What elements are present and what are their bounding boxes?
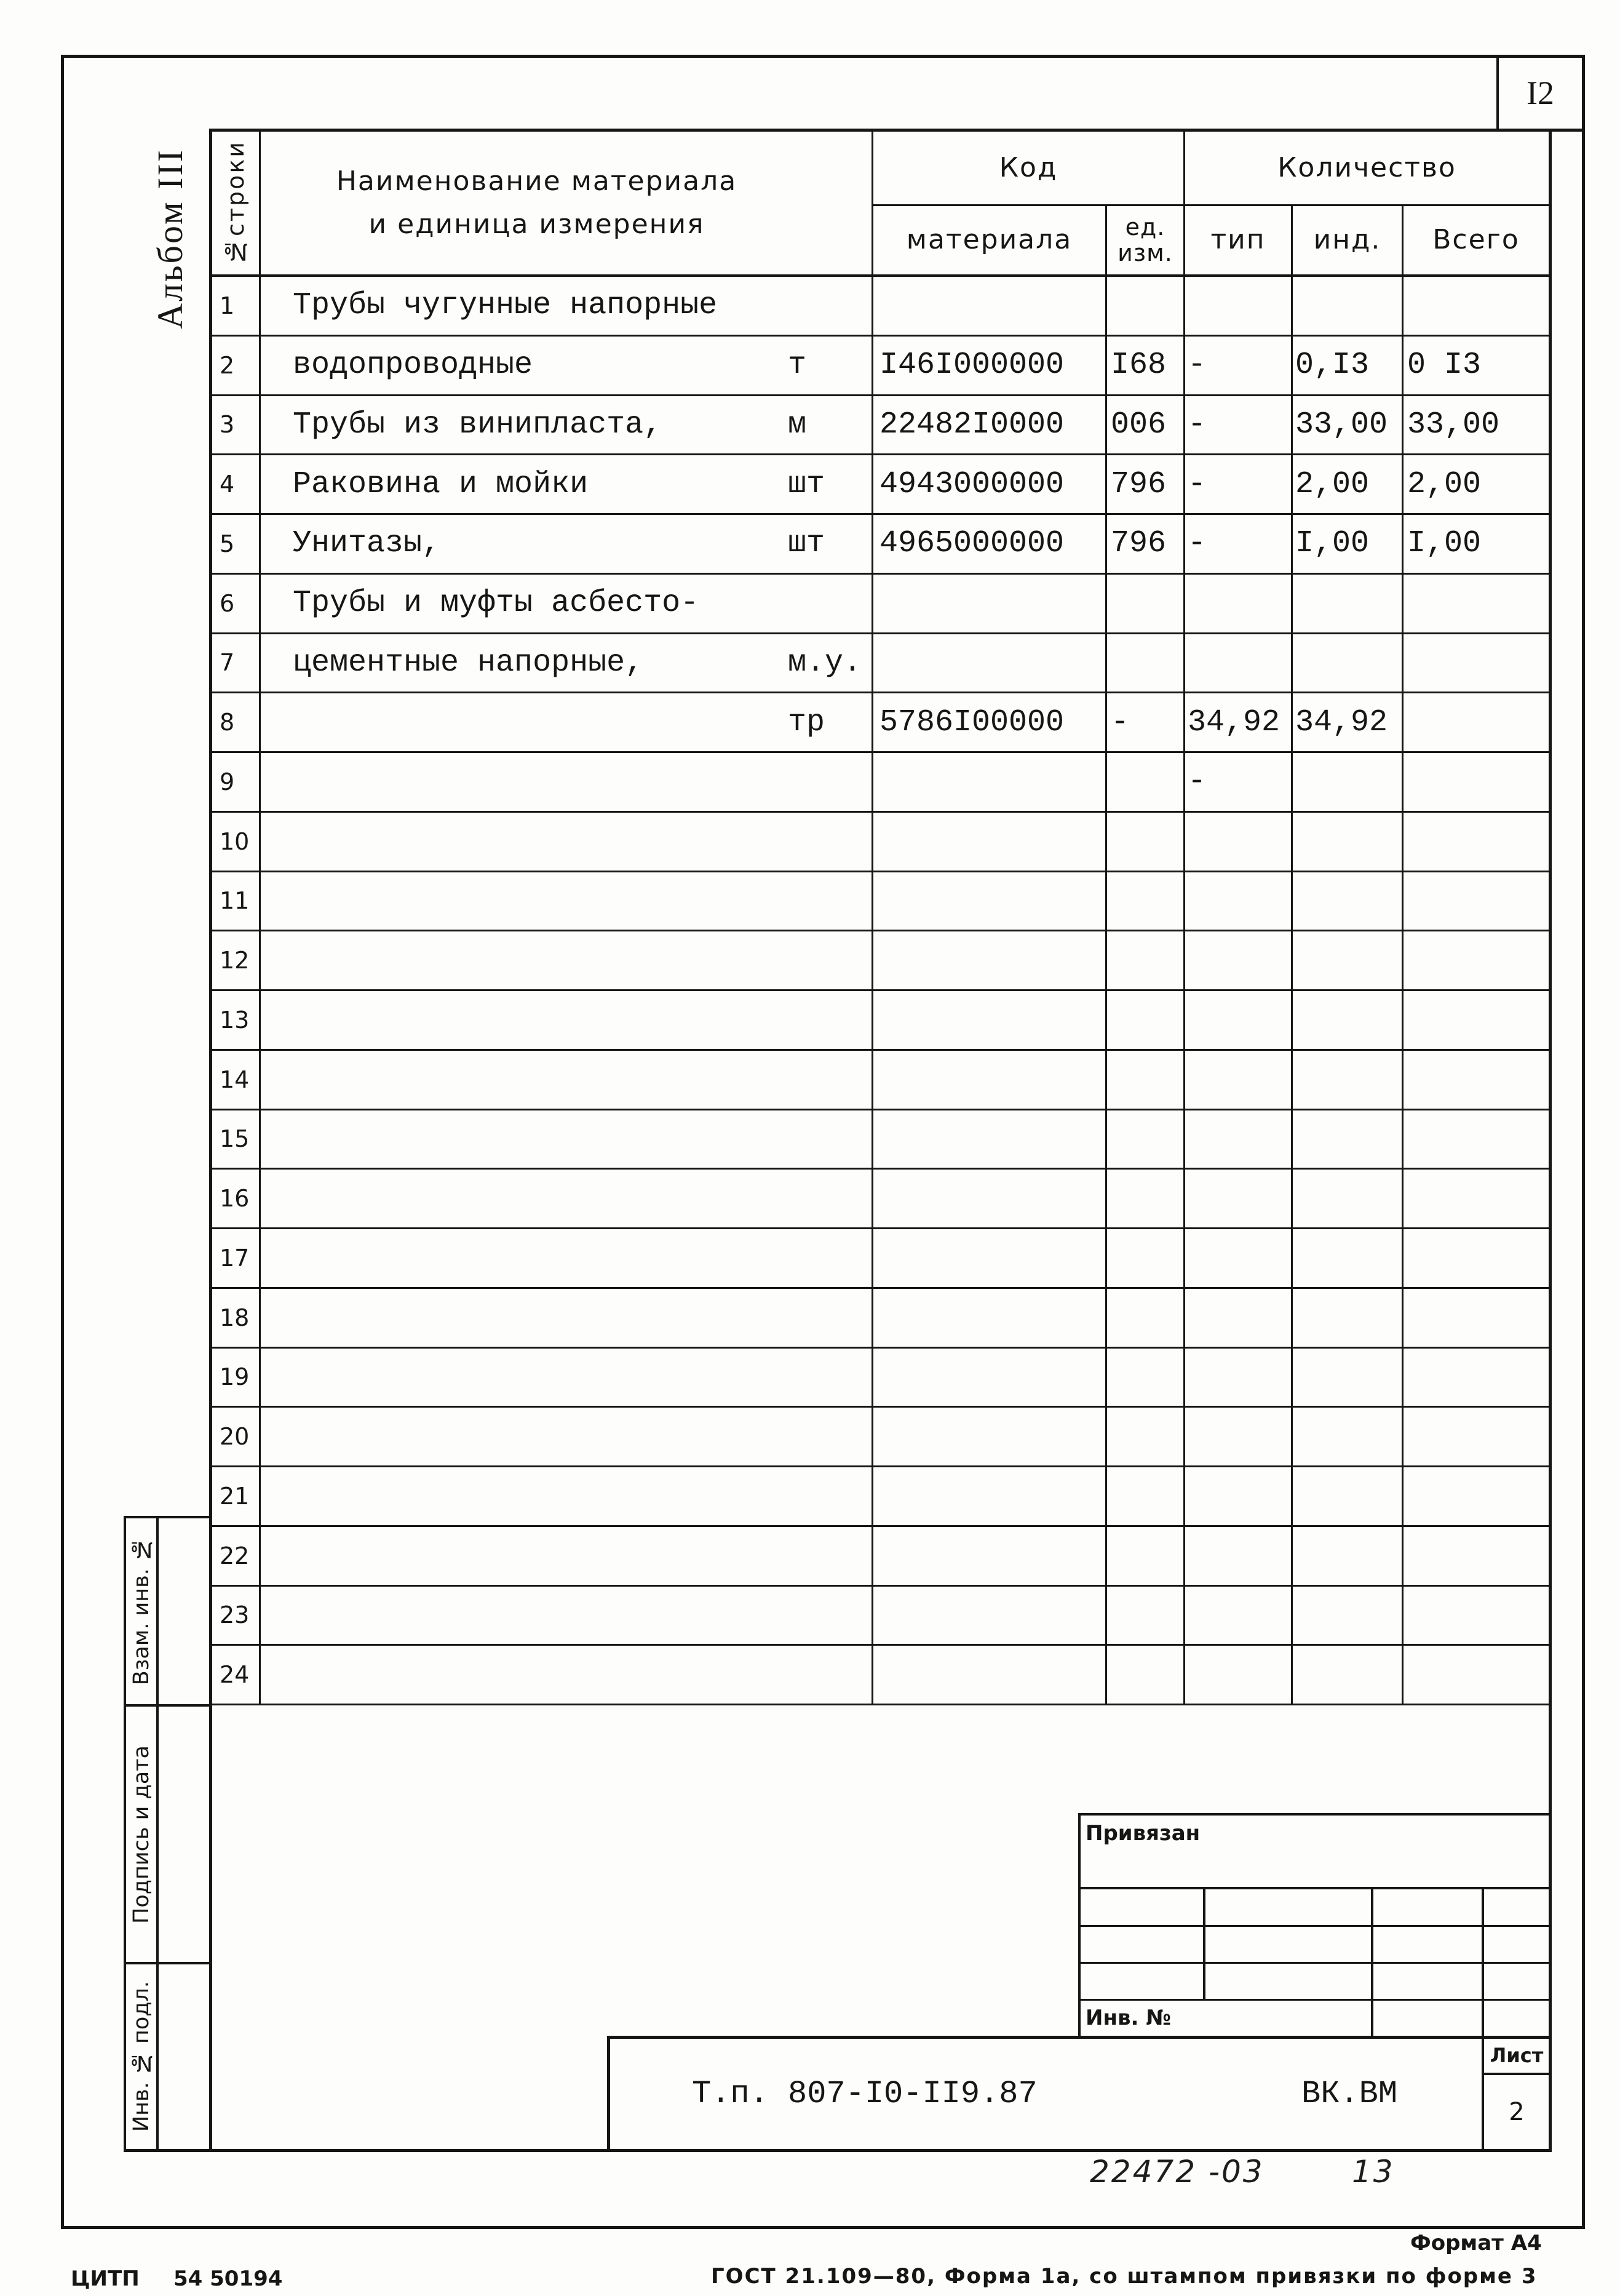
qty-total-cell: [1404, 872, 1551, 932]
material-name: Трубы чугунные напорные: [293, 288, 718, 324]
qty-ind-cell: [1293, 337, 1404, 396]
material-code: 22482I0000: [879, 407, 1065, 442]
qty-type-cell: [1185, 575, 1293, 634]
binding-block-top: [1078, 1813, 1551, 1816]
row-number-cell: [212, 693, 261, 753]
unit-label: м: [788, 407, 807, 442]
unit-code: I68: [1111, 348, 1167, 383]
row-number-cell: [212, 396, 261, 456]
unit-code-cell: [1107, 753, 1185, 813]
row-number-header-label: №строки: [221, 140, 249, 266]
material-name-cell: [261, 991, 873, 1051]
qty-ind-cell: [1293, 1349, 1404, 1408]
row-number: 16: [220, 1185, 250, 1213]
material-code-header: [873, 206, 1107, 277]
qty-type-cell: [1185, 1408, 1293, 1467]
sheet-value-cell: [1484, 2075, 1549, 2149]
unit-code-cell: [1107, 693, 1185, 753]
unit-code-cell: [1107, 455, 1185, 515]
row-number: 12: [220, 947, 250, 975]
qty-total-header: [1404, 206, 1551, 277]
qty-total-cell: [1404, 1527, 1551, 1587]
material-name: Раковина и мойки: [293, 466, 589, 502]
material-name-cell: [261, 337, 873, 396]
row-number: 24: [220, 1661, 250, 1689]
qty-ind-cell: [1293, 1051, 1404, 1110]
row-number-cell: [212, 1349, 261, 1408]
document-designation: Т.п. 807-I0-II9.87: [692, 2076, 1038, 2112]
qty-total-cell: [1404, 1110, 1551, 1170]
material-name-cell: [261, 634, 873, 694]
material-name-cell: [261, 515, 873, 575]
material-code-cell: [873, 1646, 1107, 1705]
qty-ind-cell: [1293, 1587, 1404, 1646]
material-code-cell: [873, 1527, 1107, 1587]
qty-ind: 0,I3: [1295, 348, 1370, 383]
album-label: Альбом III: [149, 148, 190, 329]
qty-ind-cell: [1293, 1646, 1404, 1705]
qty-type-cell: [1185, 1527, 1293, 1587]
unit-label: шт: [788, 526, 825, 562]
row-number: 2: [220, 351, 235, 379]
sheet-label-cell: [1484, 2038, 1549, 2073]
unit-code-header-line2: изм.: [1118, 239, 1173, 266]
qty-type-cell: [1185, 515, 1293, 575]
row-number: 5: [220, 530, 235, 557]
sheet-number: I2: [1527, 74, 1554, 111]
unit-code-cell: [1107, 634, 1185, 694]
qty-total-cell: [1404, 1408, 1551, 1467]
unit-label: тр: [788, 704, 825, 740]
material-code-header-label: материала: [906, 224, 1073, 256]
material-name-cell: [261, 575, 873, 634]
qty-ind-cell: [1293, 455, 1404, 515]
material-name-cell: [261, 1110, 873, 1170]
outer-frame-right: [1582, 55, 1585, 2229]
unit-code-cell: [1107, 1467, 1185, 1527]
row-number-cell: [212, 277, 261, 337]
row-number: 13: [220, 1006, 250, 1034]
quantity-header: [1185, 132, 1551, 206]
material-code-cell: [873, 1587, 1107, 1646]
qty-total-cell: [1404, 1467, 1551, 1527]
material-code: 4943000000: [879, 466, 1065, 502]
row-number-cell: [212, 1229, 261, 1289]
unit-code-cell: [1107, 931, 1185, 991]
row-number-cell: [212, 634, 261, 694]
title-block-left: [607, 2036, 610, 2150]
material-code-cell: [873, 1170, 1107, 1229]
qty-ind: 33,00: [1295, 407, 1388, 442]
unit-code-cell: [1107, 1646, 1185, 1705]
row-number: 3: [220, 411, 235, 439]
unit-code-cell: [1107, 575, 1185, 634]
material-code-cell: [873, 337, 1107, 396]
unit-code: 796: [1111, 466, 1167, 502]
qty-total-cell: [1404, 1587, 1551, 1646]
qty-type-cell: [1185, 693, 1293, 753]
title-block-top: [607, 2036, 1551, 2039]
qty-ind-cell: [1293, 872, 1404, 932]
qty-ind: 2,00: [1295, 466, 1370, 502]
qty-total-cell: [1404, 396, 1551, 456]
qty-type-cell: [1185, 753, 1293, 813]
material-code-cell: [873, 634, 1107, 694]
qty-total-cell: [1404, 1170, 1551, 1229]
binding-block-line: [1078, 1999, 1551, 2001]
material-name: цементные напорные,: [293, 645, 644, 680]
unit-code-cell: [1107, 813, 1185, 872]
outer-frame-left: [61, 55, 64, 2229]
qty-ind-header: [1293, 206, 1404, 277]
material-code-cell: [873, 455, 1107, 515]
qty-total-cell: [1404, 1289, 1551, 1349]
main-frame-bottom: [124, 2149, 1552, 2152]
album-label-box: [150, 143, 189, 335]
material-name-cell: [261, 693, 873, 753]
qty-ind-cell: [1293, 1110, 1404, 1170]
qty-total-cell: [1404, 931, 1551, 991]
material-code-cell: [873, 575, 1107, 634]
row-number-cell: [212, 1527, 261, 1587]
row-number-cell: [212, 1646, 261, 1705]
unit-code: 796: [1111, 526, 1167, 562]
unit-code-cell: [1107, 277, 1185, 337]
code-header-label: Код: [999, 151, 1058, 183]
unit-code-cell: [1107, 872, 1185, 932]
binding-block-line: [1078, 1962, 1551, 1964]
qty-ind-cell: [1293, 1467, 1404, 1527]
qty-total: 2,00: [1407, 466, 1482, 502]
unit-code-cell: [1107, 1408, 1185, 1467]
material-code-cell: [873, 931, 1107, 991]
inv-no-label: Инв. №: [1086, 2006, 1172, 2030]
row-number: 19: [220, 1363, 250, 1391]
material-name-cell: [261, 1408, 873, 1467]
quantity-header-label: Количество: [1277, 151, 1456, 183]
binding-block-divider: [1371, 1887, 1373, 2037]
qty-type-cell: [1185, 396, 1293, 456]
material-name-header-line1: Наименование материала: [336, 165, 737, 197]
row-number: 23: [220, 1601, 250, 1629]
qty-type-cell: [1185, 931, 1293, 991]
row-number-cell: [212, 1289, 261, 1349]
qty-type: 34,92: [1188, 704, 1281, 740]
code-header: [873, 132, 1185, 206]
handwritten-number: 22472 -03: [1090, 2154, 1265, 2190]
material-name: водопроводные: [293, 348, 533, 383]
unit-code-cell: [1107, 1527, 1185, 1587]
material-code-cell: [873, 813, 1107, 872]
qty-total-cell: [1404, 753, 1551, 813]
row-number: 7: [220, 649, 235, 677]
qty-type: -: [1188, 348, 1207, 383]
row-number: 10: [220, 827, 250, 855]
qty-type-cell: [1185, 813, 1293, 872]
material-name-cell: [261, 1467, 873, 1527]
qty-ind-cell: [1293, 693, 1404, 753]
unit-code-cell: [1107, 991, 1185, 1051]
row-number-cell: [212, 575, 261, 634]
binding-block-line: [1078, 1925, 1551, 1927]
qty-type-cell: [1185, 1467, 1293, 1527]
qty-type: -: [1188, 407, 1207, 442]
qty-ind: 34,92: [1295, 704, 1388, 740]
qty-type: -: [1188, 764, 1207, 800]
format-label: Формат А4: [1410, 2231, 1542, 2255]
qty-total-cell: [1404, 277, 1551, 337]
qty-ind-cell: [1293, 1229, 1404, 1289]
qty-ind-cell: [1293, 1408, 1404, 1467]
qty-type-cell: [1185, 991, 1293, 1051]
unit-label: шт: [788, 466, 825, 502]
material-name-header: [261, 132, 873, 277]
signature-date-label: Подпись и дата: [129, 1745, 154, 1924]
qty-type-header: [1185, 206, 1293, 277]
row-number: 8: [220, 709, 235, 736]
qty-type-cell: [1185, 277, 1293, 337]
row-number-cell: [212, 1587, 261, 1646]
unit-code-cell: [1107, 1349, 1185, 1408]
material-name-cell: [261, 1646, 873, 1705]
material-name: Трубы и муфты асбесто-: [293, 586, 699, 621]
material-name: Унитазы,: [293, 526, 441, 562]
unit-code: -: [1111, 704, 1130, 740]
material-name-cell: [261, 1170, 873, 1229]
row-number: 21: [220, 1482, 250, 1510]
row-number-header: [212, 132, 261, 277]
row-number: 4: [220, 471, 235, 498]
material-name-cell: [261, 1289, 873, 1349]
material-code: I46I000000: [879, 348, 1065, 383]
qty-type-cell: [1185, 455, 1293, 515]
qty-type-cell: [1185, 1110, 1293, 1170]
unit-label: т: [788, 348, 807, 383]
material-code-cell: [873, 753, 1107, 813]
qty-ind-cell: [1293, 991, 1404, 1051]
row-number: 22: [220, 1542, 250, 1569]
material-name-cell: [261, 455, 873, 515]
qty-total-cell: [1404, 1229, 1551, 1289]
material-spec-table: [212, 132, 1551, 1705]
qty-type-cell: [1185, 634, 1293, 694]
qty-total-cell: [1404, 455, 1551, 515]
side-stamp-divider: [156, 1516, 159, 2152]
row-number: 11: [220, 887, 250, 915]
row-number: 14: [220, 1066, 250, 1093]
unit-code-cell: [1107, 1289, 1185, 1349]
qty-ind: I,00: [1295, 526, 1370, 562]
document-mark: ВК.ВМ: [1301, 2076, 1398, 2112]
sheet-value: 2: [1509, 2098, 1525, 2126]
unit-code-header-line1: ед.: [1125, 213, 1165, 241]
row-number-cell: [212, 455, 261, 515]
standard-reference: ГОСТ 21.109—80, Форма 1а, со штампом привязки по форме 3: [711, 2264, 1538, 2289]
signature-date-cell: [126, 1707, 156, 1962]
row-number-cell: [212, 1051, 261, 1110]
qty-ind-cell: [1293, 634, 1404, 694]
material-name-cell: [261, 1349, 873, 1408]
qty-type-cell: [1185, 1349, 1293, 1408]
qty-total-header-label: Всего: [1432, 224, 1520, 256]
original-inv-cell: [126, 1964, 156, 2149]
qty-total-cell: [1404, 634, 1551, 694]
material-code-cell: [873, 1289, 1107, 1349]
binding-block-divider: [1203, 1887, 1205, 2000]
material-name-cell: [261, 931, 873, 991]
qty-type: -: [1188, 526, 1207, 562]
row-number-cell: [212, 1170, 261, 1229]
material-name-cell: [261, 753, 873, 813]
row-number-cell: [212, 813, 261, 872]
material-code-cell: [873, 277, 1107, 337]
material-code-cell: [873, 1467, 1107, 1527]
publisher-code: 54 50194: [173, 2266, 283, 2291]
unit-code-cell: [1107, 515, 1185, 575]
qty-type-cell: [1185, 1646, 1293, 1705]
qty-ind-cell: [1293, 931, 1404, 991]
row-number-cell: [212, 515, 261, 575]
row-number: 6: [220, 589, 235, 617]
outer-frame-top: [61, 55, 1585, 58]
outer-frame-bottom: [61, 2226, 1585, 2229]
unit-code-cell: [1107, 337, 1185, 396]
row-number-cell: [212, 1110, 261, 1170]
unit-code-cell: [1107, 1587, 1185, 1646]
row-number-cell: [212, 872, 261, 932]
row-number: 15: [220, 1125, 250, 1153]
material-name-cell: [261, 872, 873, 932]
unit-code-cell: [1107, 1170, 1185, 1229]
material-name-header-line2: и единица измерения: [368, 209, 705, 240]
qty-total-cell: [1404, 1349, 1551, 1408]
material-name-cell: [261, 813, 873, 872]
material-name-cell: [261, 1587, 873, 1646]
row-number: 20: [220, 1423, 250, 1451]
material-name-cell: [261, 277, 873, 337]
qty-ind-cell: [1293, 1170, 1404, 1229]
material-code-cell: [873, 991, 1107, 1051]
qty-ind-cell: [1293, 396, 1404, 456]
qty-total-cell: [1404, 515, 1551, 575]
sheet-label: Лист: [1490, 2044, 1544, 2067]
qty-total-cell: [1404, 1646, 1551, 1705]
row-number: 1: [220, 292, 235, 319]
original-inv-label: Инв. № подл.: [129, 1981, 154, 2132]
material-code-cell: [873, 1051, 1107, 1110]
row-number-cell: [212, 991, 261, 1051]
qty-total-cell: [1404, 991, 1551, 1051]
material-code: 5786I00000: [879, 704, 1065, 740]
material-code-cell: [873, 693, 1107, 753]
qty-type: -: [1188, 466, 1207, 502]
qty-type-cell: [1185, 337, 1293, 396]
qty-type-cell: [1185, 1289, 1293, 1349]
handwritten-page: 13: [1352, 2154, 1395, 2190]
qty-type-header-label: тип: [1210, 224, 1266, 256]
replaced-inv-cell: [126, 1518, 156, 1704]
qty-total: I,00: [1407, 526, 1482, 562]
material-name-cell: [261, 1051, 873, 1110]
qty-ind-cell: [1293, 1289, 1404, 1349]
qty-ind-cell: [1293, 813, 1404, 872]
unit-code-cell: [1107, 396, 1185, 456]
row-number-cell: [212, 337, 261, 396]
material-code-cell: [873, 1110, 1107, 1170]
publisher-name: ЦИТП: [71, 2266, 140, 2291]
unit-code-cell: [1107, 1229, 1185, 1289]
row-number-cell: [212, 1408, 261, 1467]
material-name-cell: [261, 396, 873, 456]
qty-ind-cell: [1293, 575, 1404, 634]
unit-label: м.у.: [788, 645, 862, 680]
qty-total-cell: [1404, 337, 1551, 396]
material-code-cell: [873, 1408, 1107, 1467]
qty-type-cell: [1185, 1587, 1293, 1646]
row-number: 18: [220, 1304, 250, 1331]
unit-code: 006: [1111, 407, 1167, 442]
qty-total: 33,00: [1407, 407, 1500, 442]
unit-code-cell: [1107, 1110, 1185, 1170]
row-number-cell: [212, 931, 261, 991]
unit-code-cell: [1107, 1051, 1185, 1110]
material-name: Трубы из винипласта,: [293, 407, 662, 442]
qty-total-cell: [1404, 693, 1551, 753]
qty-ind-cell: [1293, 753, 1404, 813]
material-name-cell: [261, 1229, 873, 1289]
qty-total-cell: [1404, 813, 1551, 872]
qty-type-cell: [1185, 872, 1293, 932]
binding-block-line: [1078, 1887, 1551, 1889]
qty-ind-cell: [1293, 515, 1404, 575]
material-code-cell: [873, 872, 1107, 932]
qty-total-cell: [1404, 575, 1551, 634]
qty-ind-header-label: инд.: [1313, 224, 1381, 256]
material-code-cell: [873, 1349, 1107, 1408]
row-number-cell: [212, 1467, 261, 1527]
qty-total-cell: [1404, 1051, 1551, 1110]
material-code-cell: [873, 515, 1107, 575]
material-code-cell: [873, 1229, 1107, 1289]
row-number: 9: [220, 768, 235, 795]
qty-ind-cell: [1293, 277, 1404, 337]
material-code: 4965000000: [879, 526, 1065, 562]
unit-code-header: [1107, 206, 1185, 277]
bound-label: Привязан: [1086, 1821, 1201, 1846]
replaced-inv-label: Взам. инв. №: [129, 1537, 154, 1686]
material-name-cell: [261, 1527, 873, 1587]
qty-type-cell: [1185, 1051, 1293, 1110]
qty-type-cell: [1185, 1229, 1293, 1289]
row-number: 17: [220, 1244, 250, 1272]
row-number-cell: [212, 753, 261, 813]
sheet-number-box: [1499, 57, 1582, 129]
material-code-cell: [873, 396, 1107, 456]
qty-total: 0 I3: [1407, 348, 1482, 383]
qty-ind-cell: [1293, 1527, 1404, 1587]
qty-type-cell: [1185, 1170, 1293, 1229]
